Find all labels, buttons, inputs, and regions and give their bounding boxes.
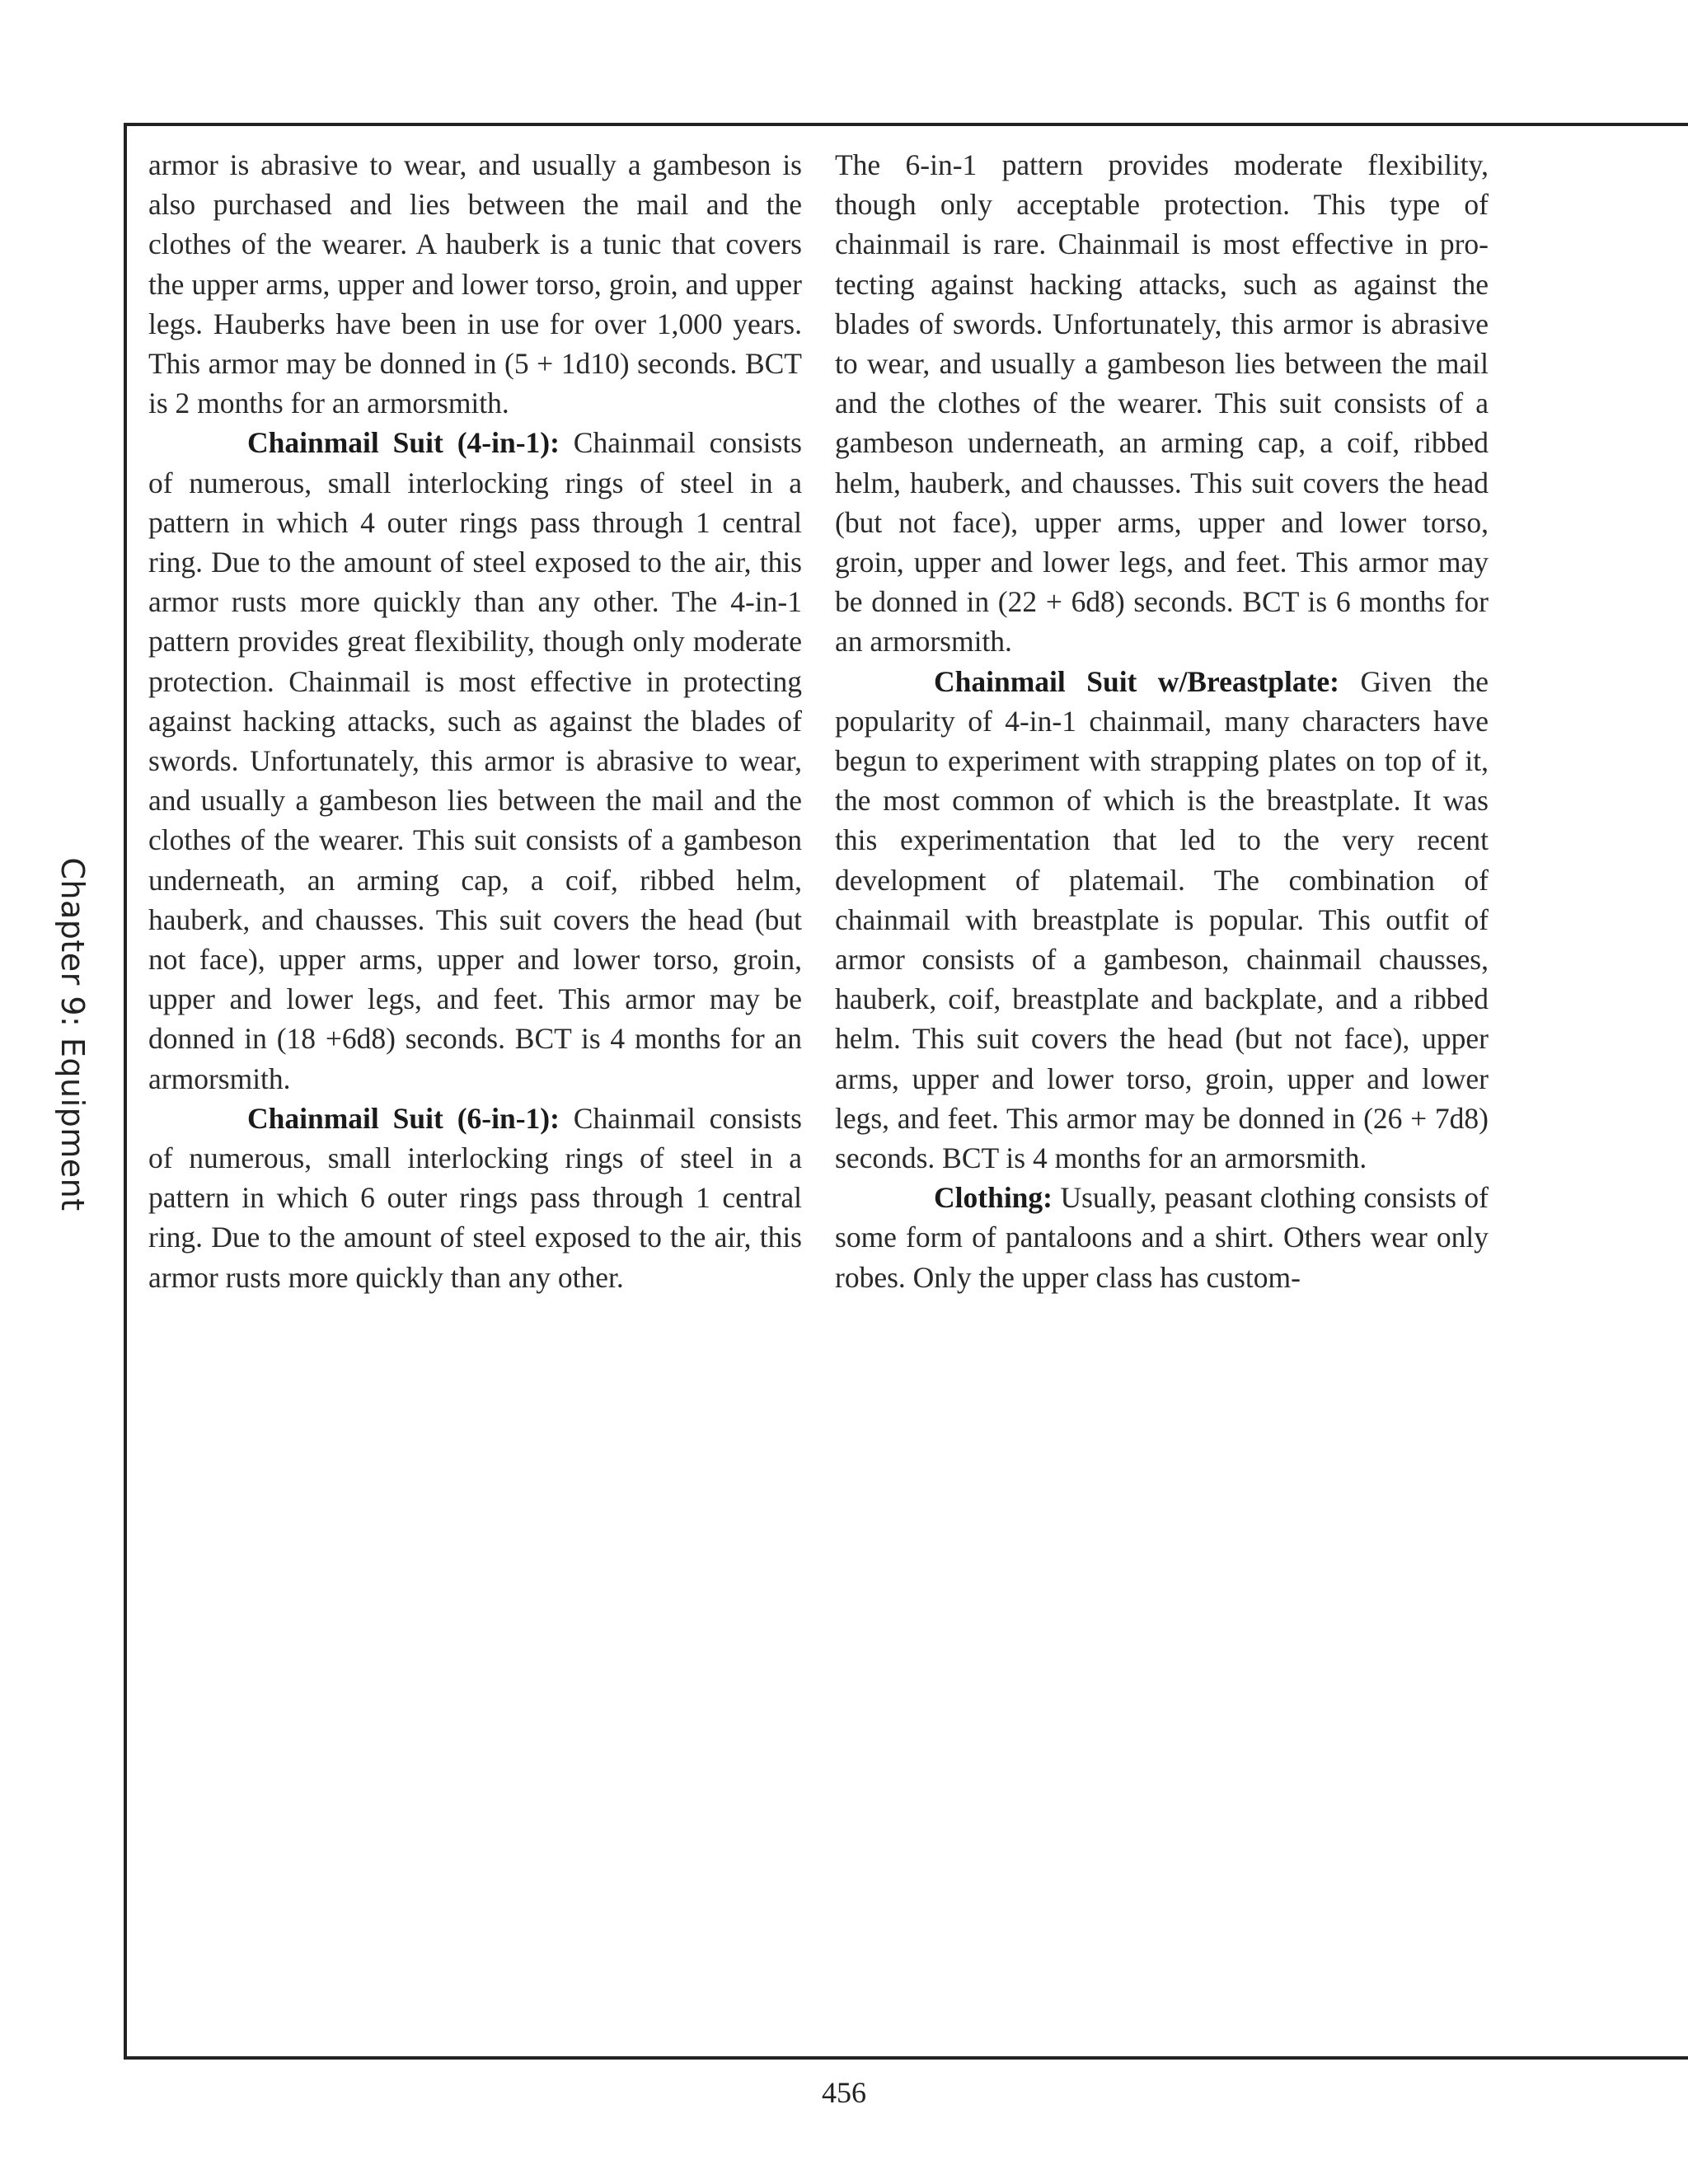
paragraph-chainmail-4-in-1 bbox=[148, 423, 802, 1098]
body-chainmail-breastplate: Given the popularity of 4-in-1 chainmail, many characters have begun to experiment with strapping plates on top of it, the most common of which is the breastplate. It was this experimentation that led to the very recent development of platemail. The combination of chainmail with breastplate is popular. This outfit of armor consists of a gambeson, chainmail chausses, hauberk, coif, breastplate and backplate, and a ribbed helm. This suit covers the head (but not face), upper arms, upper and lower torso, groin, upper and lower legs, and feet. This armor may be donned in (26 + 7d8) seconds. BCT is 4 months for an armorsmith. bbox=[835, 664, 1489, 1175]
paragraph-chainmail-6-in-1-continued: The 6-in-1 pattern provides moderate flexibility, though only acceptable protection. This type of chainmail is rare. Chainmail is most effective in protecting against hacking attacks, such as against the blades of swords. Unfortunately, this armor is abrasive to wear, and usually a gambeson lies between the mail and the clothes of the wearer. This suit consists of a gambeson underneath, an arming cap, a coif, ribbed helm, hauberk, and chausses. This suit covers the head (but not face), upper arms, upper and lower torso, groin, upper and lower legs, and feet. This armor may be donned in (22 + 6d8) seconds. BCT is 6 months for an armorsmith. bbox=[835, 148, 1489, 658]
paragraph-chainmail-6-in-1 bbox=[148, 1099, 802, 1297]
heading-chainmail-4-in-1: Chainmail Suit (4-in-1): bbox=[247, 426, 560, 460]
heading-clothing: Clothing: bbox=[934, 1181, 1053, 1215]
page-frame-left-rule bbox=[124, 123, 127, 2060]
page-frame-top-rule bbox=[125, 123, 1688, 126]
paragraph-hauberk-continued: armor is abrasive to wear, and usually a gambeson is also purchased and lies between the mail and the clothes of the wearer. A hauberk is a tunic that covers the upper arms, upper and lower torso, groin, and upper legs. Hauberks have been in use for over 1,000 years. This armor may be donned in (5 + 1d10) seconds. BCT is 2 months for an armorsmith. bbox=[148, 148, 802, 420]
paragraph-clothing bbox=[835, 1178, 1489, 1297]
heading-chainmail-6-in-1: Chainmail Suit (6-in-1): bbox=[247, 1101, 560, 1135]
body-clothing: Usually, peasant clothing consists of some form of pantaloons and a shirt. Others wear only robes. Only the upper class has custom- bbox=[835, 1181, 1489, 1294]
body-chainmail-4-in-1: Chainmail consists of numerous, small interlocking rings of steel in a pattern in which 4 outer rings pass through 1 central ring. Due to the amount of steel exposed to the air, this armor rusts more quickly than any other. The 4-in-1 pattern provides great flexibility, though only moderate protection. Chainmail is most effective in protecting against hacking attacks, such as against the blades of swords. Unfortunately, this armor is abrasive to wear, and usually a gambeson lies between the mail and the clothes of the wearer. This suit consists of a gambeson underneath, an arming cap, a coif, ribbed helm, hauberk, and chausses. This suit covers the head (but not face), upper arms, upper and lower torso, groin, upper and lower legs, and feet. This armor may be donned in (18 +6d8) seconds. BCT is 4 months for an armorsmith. bbox=[148, 426, 802, 1095]
left-text-column bbox=[148, 145, 802, 1297]
page-frame-bottom-rule bbox=[125, 2056, 1688, 2060]
chapter-title: Chapter 9: Equipment bbox=[54, 857, 91, 1212]
paragraph-chainmail-breastplate bbox=[835, 662, 1489, 1179]
right-text-column bbox=[835, 145, 1489, 1297]
heading-chainmail-breastplate: Chainmail Suit w/Breastplate: bbox=[934, 664, 1340, 698]
body-chainmail-6-in-1: Chainmail consists of numerous, small interlocking rings of steel in a pattern in which 6 outer rings pass through 1 central ring. Due to the amount of steel exposed to the air, this armor rusts more quickly than any other. bbox=[148, 1101, 802, 1294]
page-number: 456 bbox=[822, 2076, 866, 2109]
